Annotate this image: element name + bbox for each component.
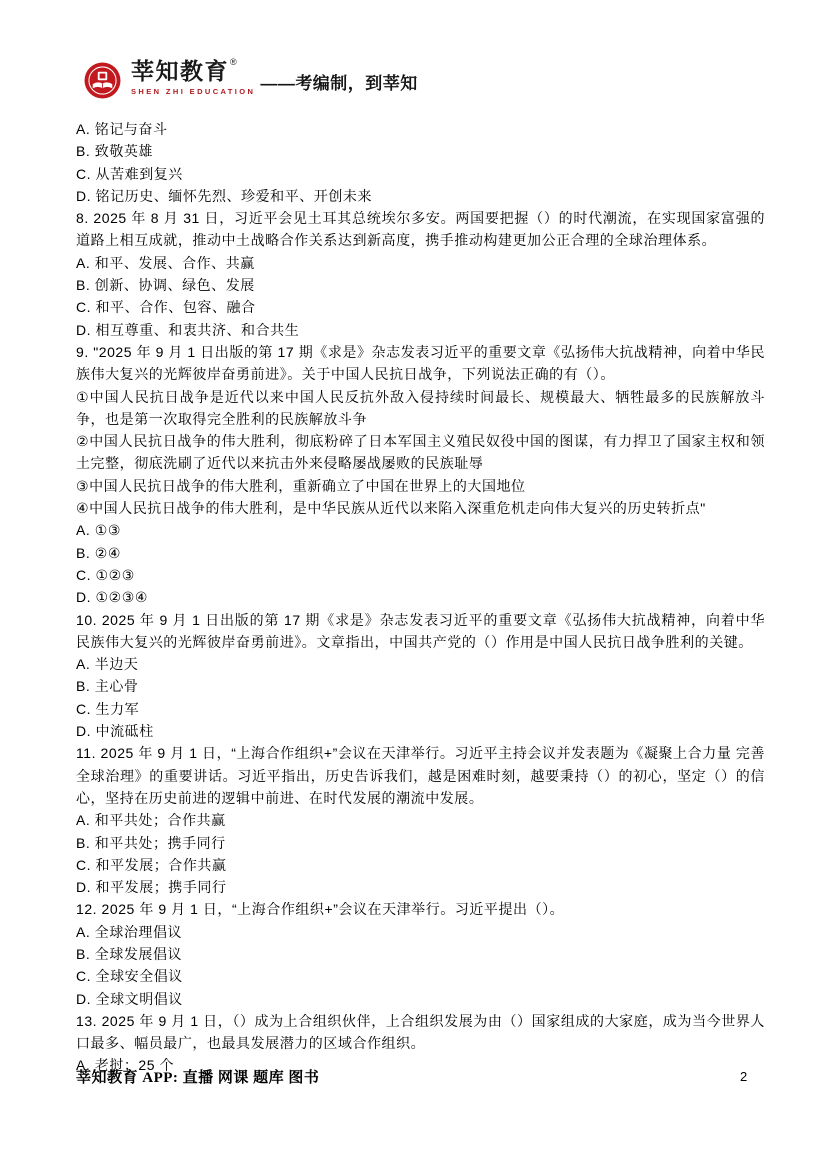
question-stem-line: ④中国人民抗日战争的伟大胜利，是中华民族从近代以来陷入深重危机走向伟大复兴的历史转折点" xyxy=(76,500,706,517)
question-text-area xyxy=(76,118,765,1077)
question-stem-line: ②中国人民抗日战争的伟大胜利，彻底粉碎了日本军国主义殖民奴役中国的图谋，有力捍卫了国家主权和领土完整，彻底洗刷了近代以来抗击外来侵略屡战屡败的民族耻辱 xyxy=(76,433,765,472)
footer-app-line: 莘知教育 APP: 直播 网课 题库 图书 xyxy=(76,1070,320,1086)
answer-option-line: D. ①②③④ xyxy=(76,589,148,606)
brand-block xyxy=(131,57,256,96)
answer-option-line: C. 和平发展；合作共赢 xyxy=(76,856,227,873)
question-stem-line: 10. 2025 年 9 月 1 日出版的第 17 期《求是》杂志发表习近平的重要文章《弘扬伟大抗战精神，向着中华民族伟大复兴的光辉彼岸奋勇前进》。文章指出，中国共产党的（）作用是中国人民抗日战争胜利的关键。 xyxy=(76,611,765,650)
answer-option-line: A. 和平、发展、合作、共赢 xyxy=(76,254,255,271)
registered-trademark-symbol: ® xyxy=(230,57,237,67)
question-stem-line: 13. 2025 年 9 月 1 日，（）成为上合组织伙伴，上合组织发展为由（）国家组成的大家庭，成为当今世界人口最多、幅员最广，也最具发展潜力的区域合作组织。 xyxy=(76,1012,765,1052)
answer-option-line: A. 半边天 xyxy=(76,656,139,673)
question-stem-line: 8. 2025 年 8 月 31 日，习近平会见土耳其总统埃尔多安。两国要把握（）的时代潮流，在实现国家富强的道路上相互成就，推动中土战略合作关系达到新高度，携手推动构建更加公正合理的全球治理体系。 xyxy=(76,210,765,249)
question-stem-line: 9. "2025 年 9 月 1 日出版的第 17 期《求是》杂志发表习近平的重要文章《弘扬伟大抗战精神，向着中华民族伟大复兴的光辉彼岸奋勇前进》。关于中国人民抗日战争，下列说法正确的有（）。 xyxy=(76,343,765,383)
answer-option-line: A. ①③ xyxy=(76,522,121,539)
answer-option-line: A. 全球治理倡议 xyxy=(76,923,183,940)
question-stem-line: 12. 2025 年 9 月 1 日，“上海合作组织+”会议在天津举行。习近平提出（）。 xyxy=(76,901,565,918)
answer-option-line: C. 生力军 xyxy=(76,700,140,717)
brand-header xyxy=(84,57,418,99)
shenzhi-seal-icon xyxy=(84,62,121,99)
answer-option-line: D. 相互尊重、和衷共济、和合共生 xyxy=(76,321,300,338)
answer-option-line: B. 致敬英雄 xyxy=(76,143,153,160)
answer-option-line: D. 和平发展；携手同行 xyxy=(76,879,227,896)
answer-option-line: B. 创新、协调、绿色、发展 xyxy=(76,277,255,294)
answer-option-line: C. 和平、合作、包容、融合 xyxy=(76,299,256,316)
answer-option-line: B. ②④ xyxy=(76,544,121,561)
answer-option-line: C. ①②③ xyxy=(76,566,135,583)
brand-name-en: SHEN ZHI EDUCATION xyxy=(131,87,256,96)
answer-option-line: B. 和平共处；携手同行 xyxy=(76,834,226,851)
answer-option-line: A. 铭记与奋斗 xyxy=(76,121,168,137)
answer-option-line: D. 中流砥柱 xyxy=(76,723,154,740)
question-stem-line: 11. 2025 年 9 月 1 日，“上海合作组织+”会议在天津举行。习近平主持会议并发表题为《凝聚上合力量 完善全球治理》的重要讲话。习近平指出，历史告诉我们，越是困难时刻，越要秉持（）的初心，坚定（）的信心，坚持在历史前进的逻辑中前进、在时代发展的潮流中发展。 xyxy=(76,745,765,806)
page-number: 2 xyxy=(740,1069,748,1084)
brand-tagline: ——考编制，到莘知 xyxy=(260,74,418,93)
answer-option-line: D. 铭记历史、缅怀先烈、珍爱和平、开创未来 xyxy=(76,187,372,204)
answer-option-line: A. 老挝；25 个 xyxy=(76,1057,175,1074)
answer-option-line: D. 全球文明倡议 xyxy=(76,990,183,1007)
answer-option-line: B. 全球发展倡议 xyxy=(76,945,183,962)
brand-name-cn: 莘知教育 xyxy=(131,58,229,84)
answer-option-line: C. 全球安全倡议 xyxy=(76,968,183,985)
question-stem-line: ①中国人民抗日战争是近代以来中国人民反抗外敌入侵持续时间最长、规模最大、牺牲最多的民族解放斗争，也是第一次取得完全胜利的民族解放斗争 xyxy=(76,388,765,427)
answer-option-line: B. 主心骨 xyxy=(76,678,139,695)
answer-option-line: A. 和平共处；合作共赢 xyxy=(76,812,226,829)
answer-option-line: C. 从苦难到复兴 xyxy=(76,165,183,182)
question-stem-line: ③中国人民抗日战争的伟大胜利，重新确立了中国在世界上的大国地位 xyxy=(76,477,526,494)
